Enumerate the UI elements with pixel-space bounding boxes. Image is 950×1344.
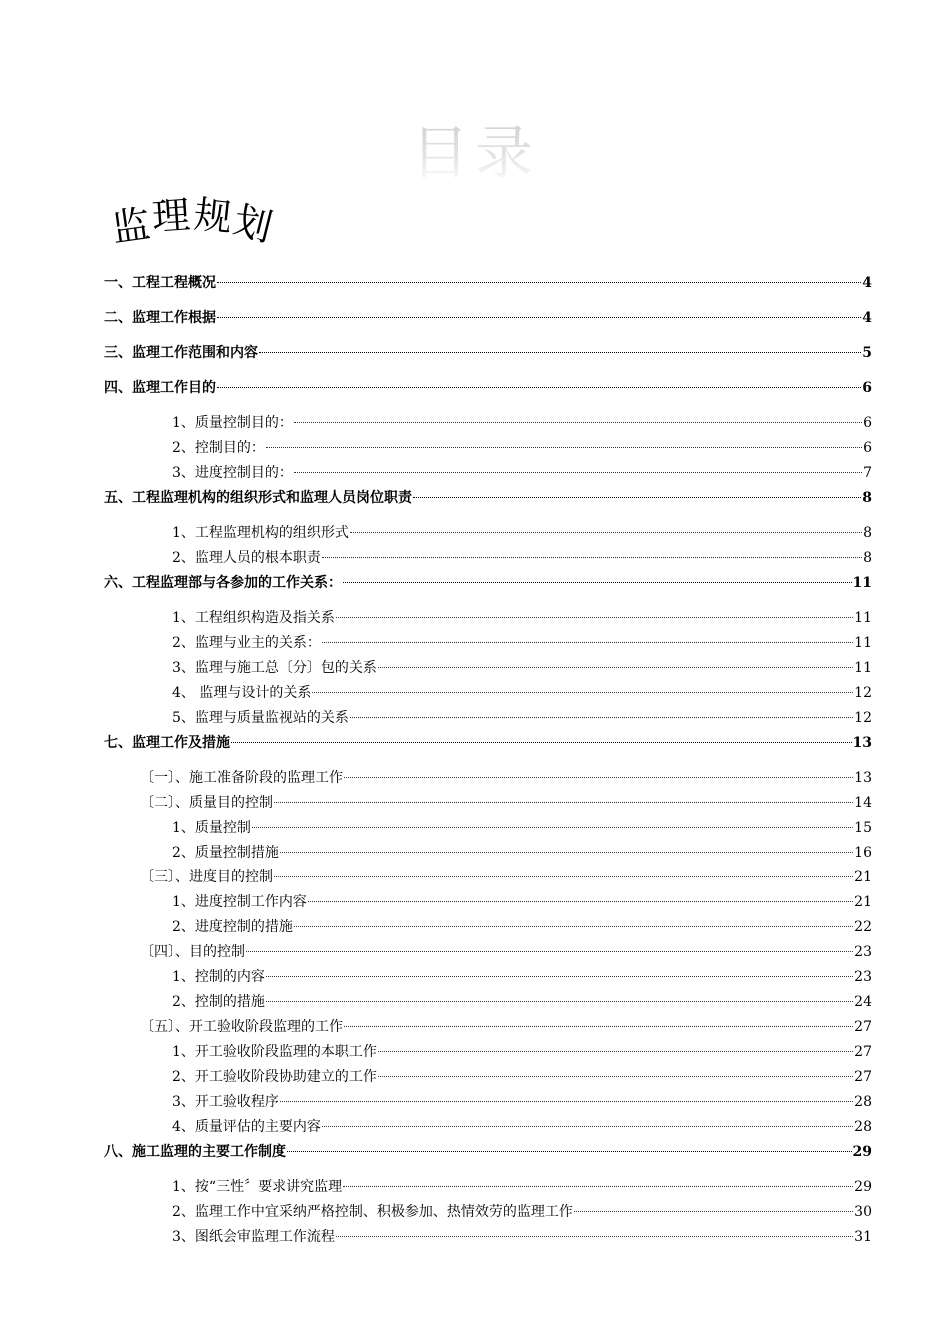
toc-section-entry[interactable]	[172, 966, 872, 988]
toc-entry-label: 1、工程组织构造及指关系	[172, 610, 335, 626]
toc-section-entry[interactable]	[172, 991, 872, 1013]
dot-leader	[294, 421, 862, 423]
toc-section-entry[interactable]	[140, 1016, 872, 1038]
toc-section-entry[interactable]	[172, 682, 872, 704]
toc-page-number: 15	[854, 820, 872, 836]
toc-entry-label: 1、开工验收阶段监理的本职工作	[172, 1044, 377, 1060]
toc-entry-label: 1、控制的内容	[172, 969, 265, 985]
toc-entry-label: 〔五〕、开工验收阶段监理的工作	[140, 1019, 343, 1035]
toc-section-entry[interactable]	[172, 891, 872, 913]
dot-leader	[378, 666, 853, 668]
toc-entry-label: 3、图纸会审监理工作流程	[172, 1229, 335, 1245]
dot-leader	[217, 386, 861, 388]
toc-chapter-entry[interactable]	[104, 342, 872, 364]
dot-leader	[252, 826, 853, 828]
dot-leader	[343, 1185, 853, 1187]
toc-page-number: 13	[852, 735, 872, 751]
table-of-contents	[104, 0, 872, 1344]
dot-leader	[574, 1210, 853, 1212]
toc-entry-label: 1、质量控制目的：	[172, 415, 293, 431]
toc-page-number: 12	[854, 685, 872, 701]
toc-entry-label: 2、开工验收阶段协助建立的工作	[172, 1069, 377, 1085]
dot-leader	[246, 950, 853, 952]
dot-leader	[344, 776, 853, 778]
dot-leader	[266, 975, 853, 977]
toc-section-entry[interactable]	[172, 607, 872, 629]
toc-page-number: 4	[862, 310, 872, 326]
toc-entry-label: 三、监理工作范围和内容	[104, 345, 258, 361]
toc-section-entry[interactable]	[172, 1041, 872, 1063]
toc-section-entry[interactable]	[172, 817, 872, 839]
toc-page-number: 6	[863, 440, 872, 456]
toc-page-number: 27	[854, 1019, 872, 1035]
dot-leader	[280, 851, 853, 853]
toc-section-entry[interactable]	[172, 462, 872, 484]
dot-leader	[294, 925, 853, 927]
toc-page-number: 22	[854, 919, 872, 935]
dot-leader	[322, 641, 853, 643]
wordart-char: 规	[191, 192, 235, 240]
toc-page-number: 16	[854, 845, 872, 861]
toc-entry-label: 2、控制的措施	[172, 994, 265, 1010]
toc-entry-label: 3、开工验收程序	[172, 1094, 279, 1110]
toc-page-number: 11	[854, 610, 872, 626]
toc-page-number: 31	[854, 1229, 872, 1245]
toc-entry-label: 〔一〕、施工准备阶段的监理工作	[140, 770, 343, 786]
toc-page-number: 12	[854, 710, 872, 726]
toc-page-number: 4	[862, 275, 872, 291]
toc-entry-label: 3、监理与施工总〔分〕包的关系	[172, 660, 377, 676]
toc-section-entry[interactable]	[172, 1176, 872, 1198]
toc-page-number: 27	[854, 1044, 872, 1060]
toc-page-number: 13	[854, 770, 872, 786]
toc-entry-label: 1、按“三性〞要求讲究监理	[172, 1179, 343, 1195]
wordart-char: 划	[229, 198, 277, 250]
dot-leader	[280, 1100, 853, 1102]
toc-entry-label: 五、工程监理机构的组织形式和监理人员岗位职责	[104, 490, 412, 506]
dot-leader	[322, 1125, 853, 1127]
toc-section-entry[interactable]	[140, 792, 872, 814]
toc-page-number: 6	[863, 415, 872, 431]
toc-page-number: 6	[862, 380, 872, 396]
toc-page-number: 8	[863, 525, 872, 541]
dot-leader	[266, 446, 862, 448]
dot-leader	[378, 1075, 853, 1077]
toc-section-entry[interactable]	[172, 1066, 872, 1088]
toc-entry-label: 4、 监理与设计的关系	[172, 685, 312, 701]
toc-section-entry[interactable]	[140, 767, 872, 789]
toc-section-entry[interactable]	[172, 632, 872, 654]
dot-leader	[274, 801, 853, 803]
toc-chapter-entry[interactable]	[104, 572, 872, 594]
toc-page-number: 28	[854, 1119, 872, 1135]
dot-leader	[294, 471, 862, 473]
toc-section-entry[interactable]	[172, 1226, 872, 1248]
dot-leader	[344, 1025, 853, 1027]
toc-entry-label: 1、进度控制工作内容	[172, 894, 307, 910]
dot-leader	[336, 616, 853, 618]
toc-chapter-entry[interactable]	[104, 377, 872, 399]
toc-entry-label: 2、质量控制措施	[172, 845, 279, 861]
toc-section-entry[interactable]	[140, 866, 872, 888]
toc-section-entry[interactable]	[172, 547, 872, 569]
toc-page-number: 11	[852, 575, 872, 591]
toc-page-number: 28	[854, 1094, 872, 1110]
dot-leader	[217, 281, 861, 283]
dot-leader	[287, 1150, 852, 1152]
toc-section-entry[interactable]	[172, 657, 872, 679]
toc-entry-label: 〔四〕、目的控制	[140, 944, 245, 960]
toc-section-entry[interactable]	[172, 412, 872, 434]
toc-page-number: 7	[863, 465, 872, 481]
toc-entry-label: 3、进度控制目的：	[172, 465, 293, 481]
dot-leader	[312, 691, 853, 693]
dot-leader	[274, 875, 853, 877]
toc-entry-label: 六、工程监理部与各参加的工作关系：	[104, 575, 342, 591]
dot-leader	[231, 741, 852, 743]
toc-entry-label: 2、监理工作中宜采纳严格控制、积极参加、热情效劳的监理工作	[172, 1204, 573, 1220]
toc-page-number: 11	[854, 635, 872, 651]
toc-section-entry[interactable]	[172, 437, 872, 459]
toc-entry-label: 1、质量控制	[172, 820, 251, 836]
toc-section-entry[interactable]	[172, 916, 872, 938]
toc-entry-label: 一、工程工程概况	[104, 275, 216, 291]
toc-page-number: 11	[854, 660, 872, 676]
toc-chapter-entry[interactable]	[104, 732, 872, 754]
toc-entry-label: 2、监理人员的根本职责	[172, 550, 321, 566]
toc-chapter-entry[interactable]	[104, 307, 872, 329]
toc-section-entry[interactable]	[172, 842, 872, 864]
toc-entry-label: 〔二〕、质量目的控制	[140, 795, 273, 811]
toc-page-number: 27	[854, 1069, 872, 1085]
dot-leader	[308, 900, 853, 902]
toc-page-number: 29	[854, 1179, 872, 1195]
dot-leader	[336, 1235, 853, 1237]
toc-chapter-entry[interactable]	[104, 487, 872, 509]
toc-section-entry[interactable]	[172, 522, 872, 544]
toc-page-number: 29	[852, 1144, 872, 1160]
dot-leader	[378, 1050, 853, 1052]
toc-page-number: 14	[854, 795, 872, 811]
toc-page-number: 23	[854, 969, 872, 985]
dot-leader	[322, 556, 862, 558]
toc-entry-label: 2、监理与业主的关系：	[172, 635, 321, 651]
dot-leader	[266, 1000, 853, 1002]
toc-entry-label: 〔三〕、进度目的控制	[140, 869, 273, 885]
wordart-char: 监	[109, 201, 153, 251]
dot-leader	[350, 716, 853, 718]
toc-entry-label: 4、质量评估的主要内容	[172, 1119, 321, 1135]
toc-chapter-entry[interactable]	[104, 1141, 872, 1163]
toc-entry-label: 2、控制目的：	[172, 440, 265, 456]
toc-page-number: 24	[854, 994, 872, 1010]
toc-page-number: 21	[854, 869, 872, 885]
toc-section-entry[interactable]	[172, 707, 872, 729]
toc-page-number: 8	[863, 550, 872, 566]
toc-page-number: 30	[854, 1204, 872, 1220]
toc-section-entry[interactable]	[172, 1091, 872, 1113]
dot-leader	[259, 351, 861, 353]
toc-section-entry[interactable]	[172, 1116, 872, 1138]
wordart-char: 理	[150, 192, 192, 240]
toc-page-number: 8	[862, 490, 872, 506]
dot-leader	[413, 496, 861, 498]
toc-page-number: 23	[854, 944, 872, 960]
toc-entry-label: 四、监理工作目的	[104, 380, 216, 396]
toc-section-entry[interactable]	[172, 1201, 872, 1223]
toc-section-entry[interactable]	[140, 941, 872, 963]
toc-entry-label: 七、监理工作及措施	[104, 735, 230, 751]
toc-entry-label: 八、施工监理的主要工作制度	[104, 1144, 286, 1160]
toc-chapter-entry[interactable]	[104, 272, 872, 294]
toc-entry-label: 1、工程监理机构的组织形式	[172, 525, 349, 541]
dot-leader	[350, 531, 862, 533]
toc-entry-label: 5、监理与质量监视站的关系	[172, 710, 349, 726]
toc-entry-label: 二、监理工作根据	[104, 310, 216, 326]
toc-page-number: 5	[862, 345, 872, 361]
dot-leader	[217, 316, 861, 318]
dot-leader	[343, 581, 852, 583]
toc-entry-label: 2、进度控制的措施	[172, 919, 293, 935]
toc-page-number: 21	[854, 894, 872, 910]
toc-heading: 目录	[0, 118, 950, 188]
